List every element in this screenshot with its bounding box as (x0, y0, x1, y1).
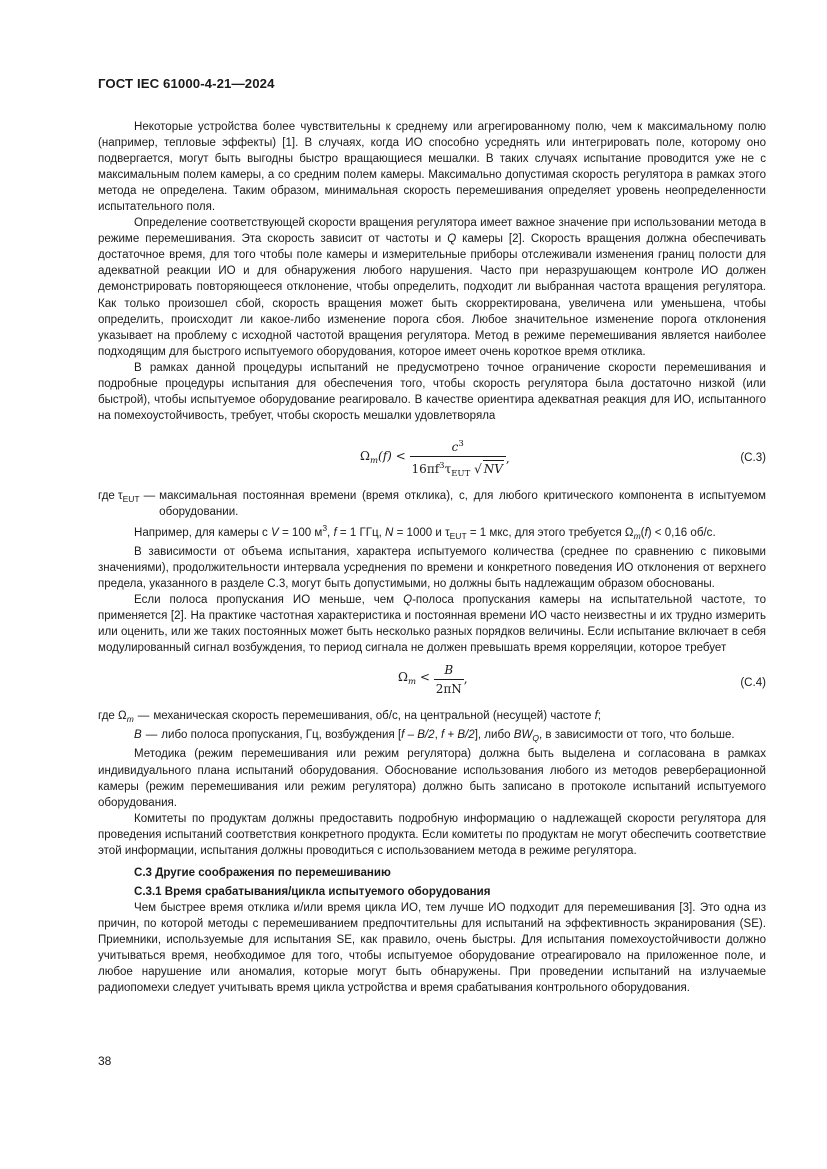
paragraph-1: Некоторые устройства более чувствительны к среднему или агрегированному полю, чем к максимальному полю (например, тепловые эффекты) [1]. В случаях, когда ИО способно усреднять или интегрировать поле, которому оно подвергается, могут быть выгодны быстро вращающиеся мешалки. В таких случаях испытание проводится уже не с максимальным полем камеры, а со средним полем камеры. Максимально допустимая скорость регулятора в рамках этого метода не определена. Таким образом, минимальная скорость перемешивания определяет уровень неопределенности испытательного поля. (98, 121, 766, 214)
paragraph-5: В зависимости от объема испытания, характера испытуемого количества (среднее по сравнению с пиковыми значениями), продолжительности интервала усреднения по времени и конкретного поведения ИО отклонения от верхнего предела, указанного в разделе С.3, могут быть допустимыми, но должны быть надлежащим образом обоснованы. (98, 546, 766, 591)
paragraph-8: Комитеты по продуктам должны предоставить подробную информацию о надлежащей скорости регулятора для проведения испытаний соответствия конкретного продукта. Если комитеты по продуктам не могут обеспечить соответствие этой информации, испытания должны проводиться с использованием метода в режиме регулятора. (98, 812, 766, 857)
document-header: ГОСТ IEC 61000-4-21—2024 (98, 76, 275, 91)
paragraph-7: Методика (режим перемешивания или режим регулятора) должна быть выделена и согласована в рамках индивидуального плана испытаний оборудования. Обоснование использования любого из методов реверберационной камеры (режим перемешивания или режим регулятора) должно быть записано в протоколе испытаний испытуемого оборудования. (98, 748, 766, 809)
paragraph-3: В рамках данной процедуры испытаний не предусмотрено точное ограничение скорости перемешивания и подробные процедуры испытания для обеспечения того, чтобы скорость регулятора была достаточно низкой (или быстрой), чтобы испытуемое оборудование реагировало. В качестве ориентира адекватная реакция для ИО, испытанного на помехоустойчивость, требует, чтобы скорость мешалки удовлетворяла (98, 361, 766, 422)
section-heading-c3: С.3 Другие соображения по перемешиванию (134, 866, 391, 879)
definition-omega-m: где $\Omega_m$ — механическая скорость перемешивания, об/с, на центральной (несущей) частоте f; (98, 710, 602, 725)
formula-c4 (98, 662, 766, 706)
formula-c4-expression: $\Omega_m$ < $\frac{B}{2\pi N}$ , (398, 663, 468, 697)
page-number: 38 (98, 1054, 112, 1068)
formula-c3-number: (C.3) (740, 451, 766, 464)
definition-b: B — либо полоса пропускания, Гц, возбуждения [f – B/2, f + B/2], либо $BW_Q$, в зависимости от того, что больше. (134, 729, 735, 744)
paragraph-example: Например, для камеры с V = 100 $м^3$, f = 1 ГГц, N = 1000 и $\tau_{EUT} = 1$ мкс, для этого требуется $\Omega_m(f) < 0,16$ об/с. (134, 522, 716, 541)
section-heading-c3-1: С.3.1 Время срабатывания/цикла испытуемого оборудования (134, 885, 491, 898)
formula-c4-number: (C.4) (740, 677, 766, 690)
paragraph-6: Если полоса пропускания ИО меньше, чем Q-полоса пропускания камеры на испытательной частоте, то применяется [2]. На практике частотная характеристика и постоянная времени ИО часто неизвестны и их трудно измерить или оценить, или же таких постоянных может быть несколько разных порядков величины. Если испытание включает в себя модулированный сигнал возбуждения, то период сигнала не должен превышать время корреляции, которое требует (98, 594, 766, 655)
formula-c3 (98, 436, 766, 488)
definitions-c3 (98, 488, 766, 520)
formula-c3-fraction: $\frac{c^3}{16\pi f^3\tau_{EUT} √ NV}$ (410, 436, 506, 482)
paragraph-9: Чем быстрее время отклика и/или время цикла ИО, тем лучше ИО подходит для перемешивания [3]. Это одна из причин, по которой методы с перемешиванием предпочтительны для испытаний на эффективность экранирования (SE). Приемники, используемые для испытания SE, как правило, очень быстры. Для испытания помехоустойчивости должно учитываться время, необходимое для того, чтобы испытуемое оборудование отреагировало на приложенное поле, и любое нарушение или аномалия, которые могут быть обнаружены. При проведении испытаний на излучаемые радиопомехи следует учитывать время цикла устройства и время срабатывания контрольного оборудования. (98, 901, 766, 995)
definition-tau-eut: где $\tau_{EUT}$ — максимальная постоянная времени (время отклика), с, для любого критического компонента в испытуемом оборудовании. (98, 489, 766, 518)
definitions-c4 (98, 708, 766, 746)
formula-c3-expression: $\Omega_m(f)$ < $\frac{c^3}{16\pi f^3\tau_{EUT} √ NV}$ , (360, 436, 510, 482)
formula-c4-fraction: $\frac{B}{2\pi N}$ (435, 663, 462, 697)
document-body (98, 119, 766, 996)
paragraph-2: Определение соответствующей скорости вращения регулятора имеет важное значение при использовании метода в режиме перемешивания. Эта скорость зависит от частоты и Q камеры [2]. Скорость вращения должна обеспечивать достаточное время, для того чтобы поле камеры и измерительные приборы отслеживали изменения границ полости для адекватной реакции ИО и для обнаружения любого нарушения. Часто при неразрушающем контроле ИО должен демонстрировать повторяющееся отклонение, чтобы определить, подходит ли выбранная частота вращения регулятора. Как только произошел сбой, скорость вращения может быть скорректирована, увеличена или уменьшена, чтобы определить, происходит ли какое-либо изменение порога сбоя. Любое значительное изменение порога отклонения указывает на проблему с исходной частотой вращения регулятора. Метод в режиме перемешивания является наиболее подходящим для быстрого испытуемого оборудования, которое имеет очень короткое время отклика. (98, 217, 766, 358)
